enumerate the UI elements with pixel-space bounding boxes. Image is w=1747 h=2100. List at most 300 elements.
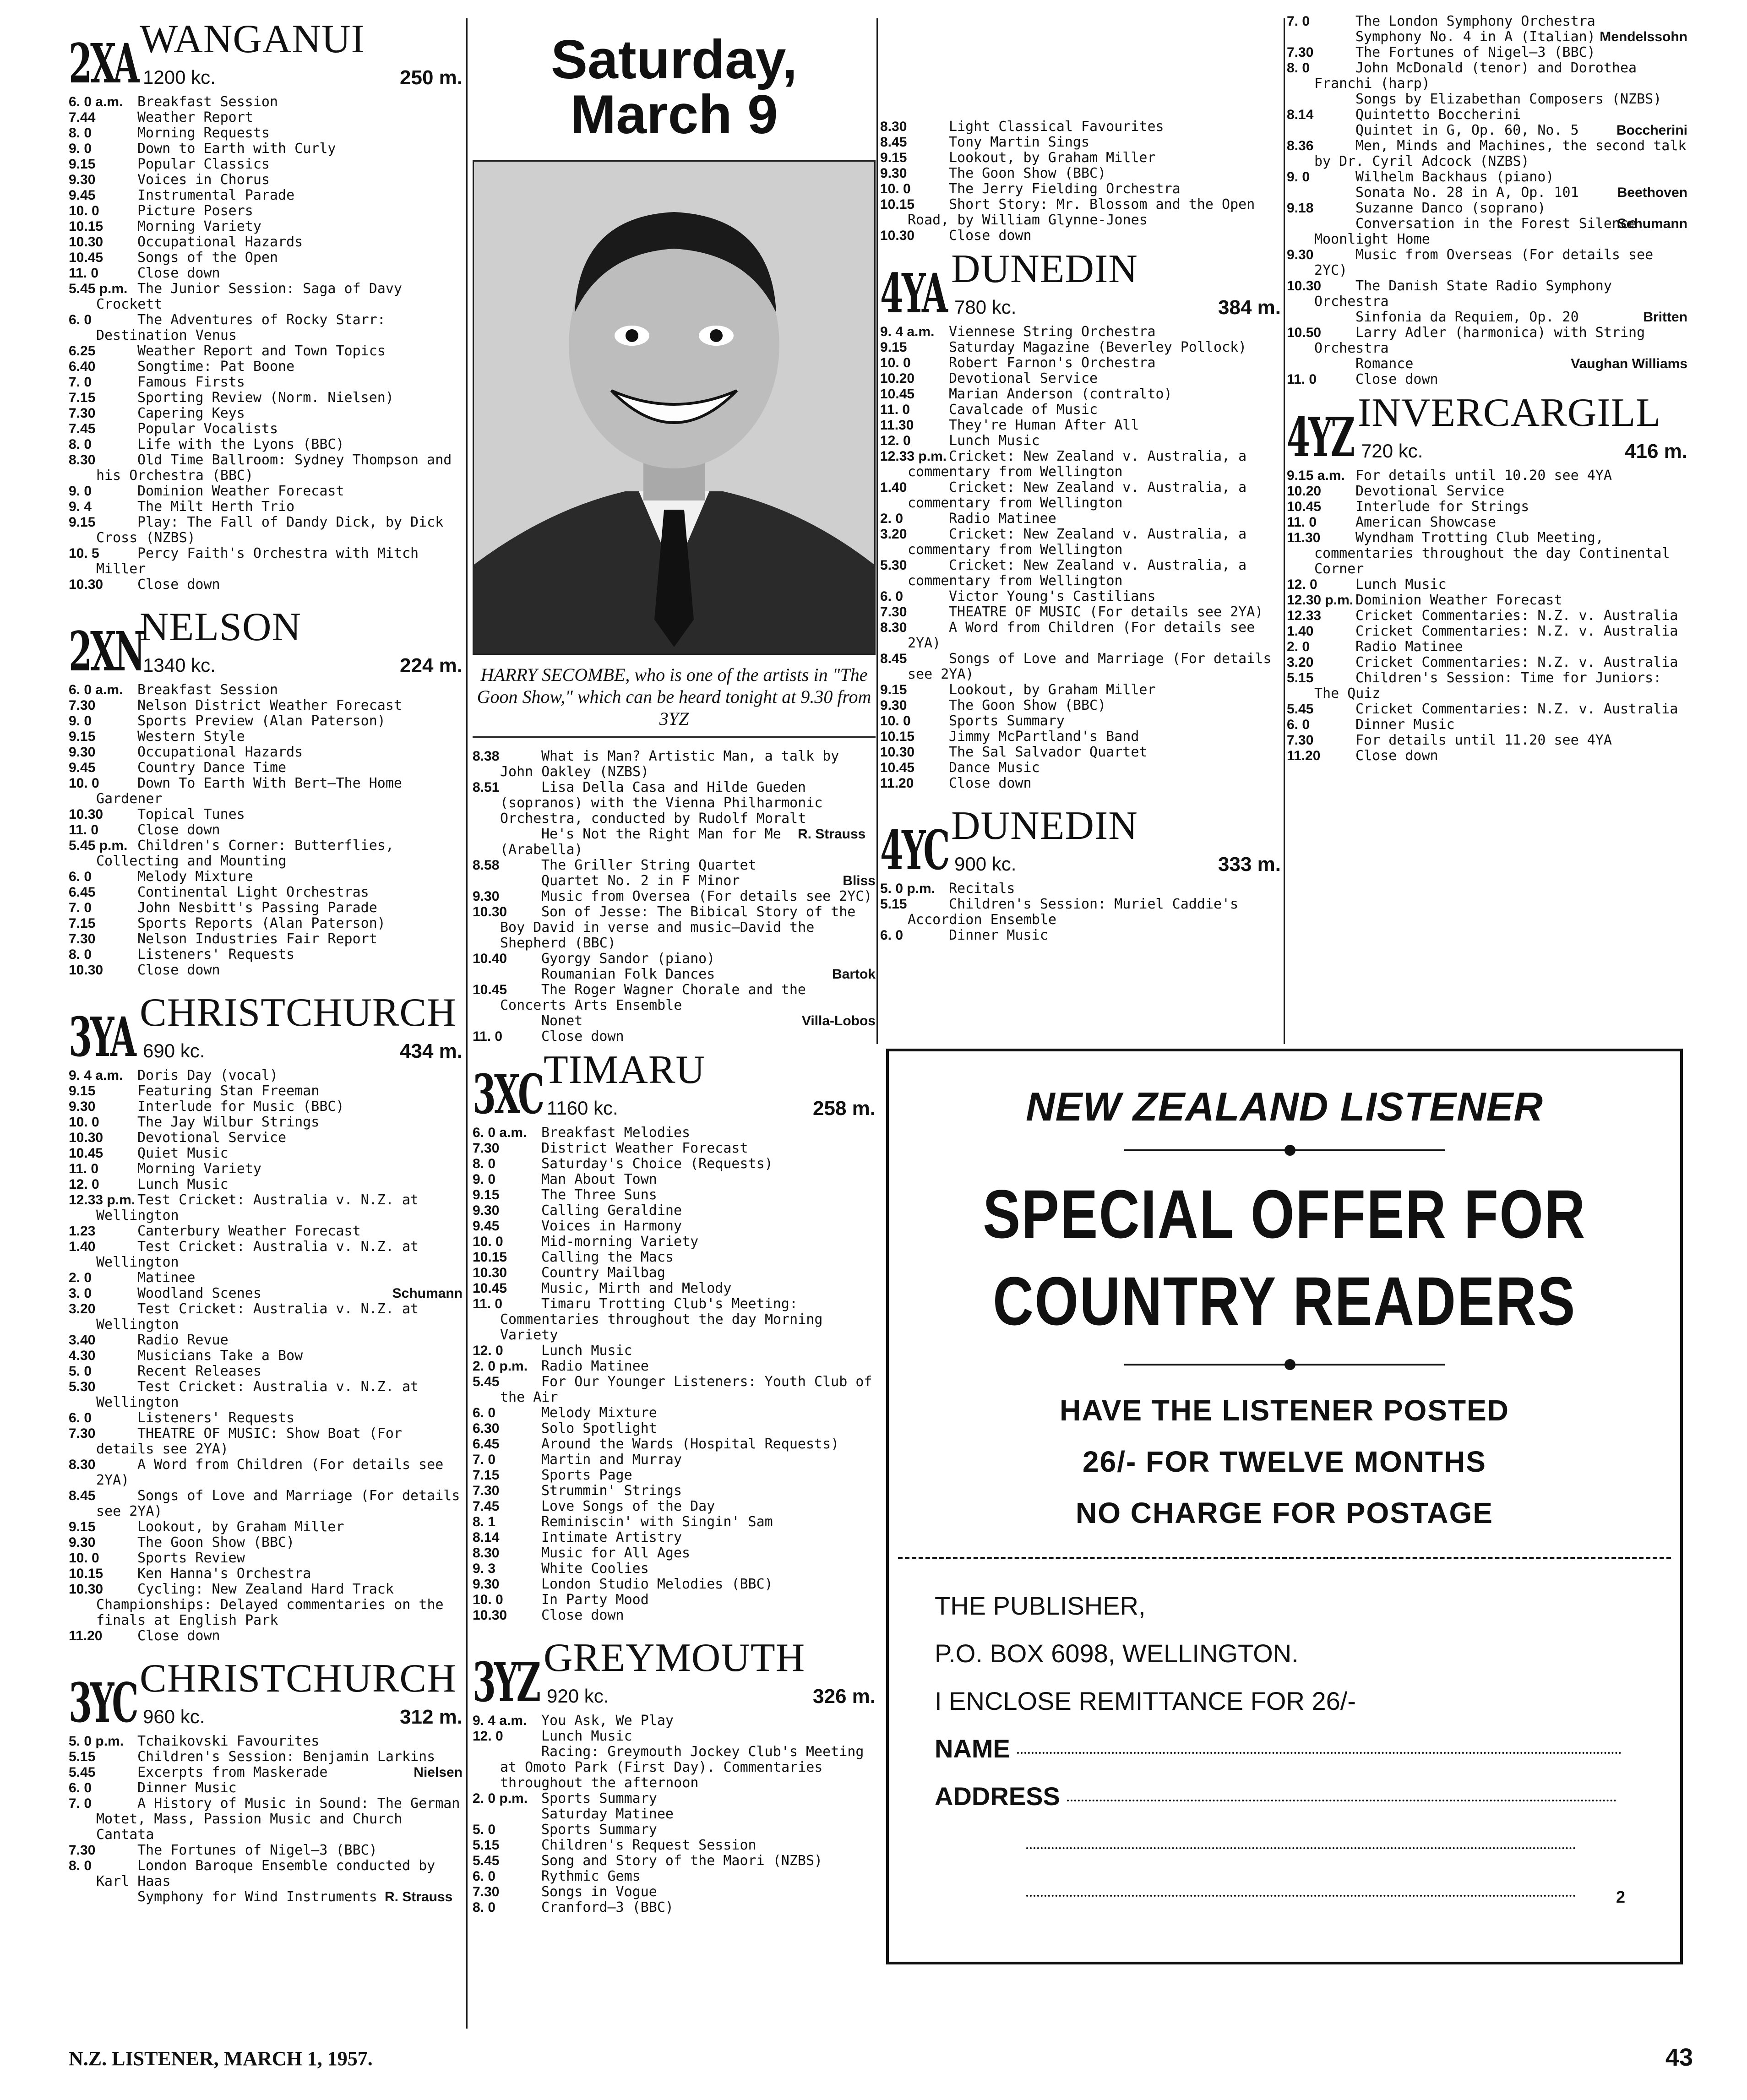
- programme-item: [69, 203, 463, 219]
- programme-time: 8.14: [1287, 107, 1314, 122]
- column-divider: [1284, 18, 1285, 1044]
- programme-time: 9.30: [473, 1577, 500, 1592]
- programme-item: [69, 1519, 463, 1535]
- programme-item: [69, 188, 463, 203]
- programme-title: They're Human After All: [949, 417, 1139, 433]
- programme-item: [880, 527, 1281, 558]
- station-city: GREYMOUTH: [544, 1636, 805, 1680]
- programme-time: 12. 0: [1287, 577, 1317, 592]
- programme-item: [880, 480, 1281, 511]
- programme-title: Close down: [541, 1028, 624, 1045]
- programme-time: 5. 0: [473, 1822, 496, 1837]
- form-address-1: THE PUBLISHER,: [935, 1591, 1146, 1620]
- programme-title: The Milt Herth Trio: [137, 499, 295, 515]
- programme-item: [880, 166, 1281, 181]
- form-number: 2: [1616, 1888, 1625, 1906]
- programme-title: Musicians Take a Bow: [137, 1348, 303, 1364]
- programme-item: [473, 1592, 876, 1608]
- station-frequency: 1200 kc.: [143, 66, 216, 88]
- programme-item: [880, 135, 1281, 150]
- programme-time: 5.45: [69, 1765, 96, 1780]
- ad-headline-2: COUNTRY READERS: [993, 1262, 1576, 1339]
- programme-time: 10.30: [69, 1130, 103, 1145]
- station-header: [880, 246, 1281, 324]
- programme-time: 10.30: [880, 745, 915, 760]
- programme-time: 5.45: [1287, 702, 1314, 717]
- programme-time: 6. 0: [69, 1780, 92, 1795]
- programme-title: Popular Classics: [137, 156, 270, 172]
- programme-list: [880, 324, 1281, 791]
- ad-brand: NEW ZEALAND LISTENER: [1026, 1084, 1543, 1129]
- programme-time: 7.45: [69, 421, 96, 436]
- programme-item: [473, 1029, 876, 1045]
- programme-item: [473, 1296, 876, 1343]
- programme-title: Mid-morning Variety: [541, 1234, 699, 1250]
- programme-title: THEATRE OF MUSIC: Show Boat (For details see 2YA): [96, 1425, 402, 1457]
- programme-item: [69, 110, 463, 125]
- composer: Bartok: [832, 967, 876, 982]
- programme-item: [880, 928, 1281, 943]
- programme-time: 8.30: [880, 620, 907, 635]
- programme-title: Songs of the Open: [137, 250, 278, 266]
- programme-item: [69, 515, 463, 546]
- programme-title: Dinner Music: [137, 1780, 237, 1796]
- programme-item: [473, 1265, 876, 1281]
- station-callsign: 4YA: [880, 261, 947, 325]
- programme-time: 7. 0: [69, 375, 92, 390]
- programme-item: [69, 577, 463, 593]
- programme-item: [69, 1535, 463, 1551]
- address-field[interactable]: [1067, 1795, 1616, 1801]
- programme-title: London Baroque Ensemble conducted by Karl Haas: [96, 1858, 435, 1889]
- station-frequency: 1160 kc.: [547, 1097, 618, 1119]
- programme-item: [880, 682, 1281, 698]
- programme-title: Viennese String Orchestra: [949, 324, 1156, 340]
- programme-title: Songs in Vogue: [541, 1884, 657, 1900]
- programme-item: [69, 947, 463, 963]
- programme-title: Timaru Trotting Club's Meeting: Commentaries throughout the day Morning Variety: [500, 1296, 823, 1343]
- column-divider: [876, 18, 878, 1044]
- programme-title: In Party Mood: [541, 1592, 649, 1608]
- programme-title: Canterbury Weather Forecast: [137, 1223, 361, 1239]
- programme-time: 7.30: [69, 1426, 96, 1441]
- programme-title: Cricket: New Zealand v. Australia, a commentary from Wellington: [908, 448, 1247, 480]
- programme-title: Recent Releases: [137, 1363, 261, 1379]
- programme-title: Occupational Hazards: [137, 234, 303, 250]
- station-frequency: 960 kc.: [143, 1706, 205, 1727]
- programme-title: Devotional Service: [1355, 483, 1505, 499]
- programme-item: [69, 1333, 463, 1348]
- programme-title: Matinee: [137, 1270, 196, 1286]
- programme-item: [473, 1405, 876, 1421]
- programme-title: American Showcase: [1355, 514, 1497, 530]
- programme-title: Percy Faith's Orchestra with Mitch Miller: [96, 545, 419, 577]
- programme-time: 9.30: [69, 745, 96, 760]
- station-city: DUNEDIN: [951, 804, 1138, 848]
- programme-list: [473, 749, 876, 1045]
- programme-title: Solo Spotlight: [541, 1420, 657, 1436]
- programme-item: [69, 1192, 463, 1224]
- programme-item: [473, 967, 876, 982]
- programme-item: [473, 889, 876, 904]
- programme-time: 10.30: [473, 1265, 507, 1280]
- programme-item: [1287, 702, 1687, 717]
- programme-time: 7.15: [69, 916, 96, 931]
- programme-time: 6. 0: [69, 1410, 92, 1425]
- station-callsign: 4YZ: [1287, 405, 1354, 469]
- programme-title: Play: The Fall of Dandy Dick, by Dick Cross (NZBS): [96, 514, 444, 546]
- programme-item: [473, 1822, 876, 1838]
- programme-time: 10. 0: [473, 1592, 503, 1607]
- address-field-line-2[interactable]: [1026, 1843, 1576, 1849]
- programme-item: [69, 698, 463, 713]
- programme-item: [69, 1457, 463, 1488]
- programme-item: [69, 406, 463, 421]
- programme-title: A Word from Children (For details see 2YA): [908, 620, 1255, 651]
- programme-time: 10.50: [1287, 325, 1322, 340]
- programme-time: 3.20: [880, 527, 907, 542]
- programme-title: Music from Oversea (For details see 2YC): [541, 888, 872, 904]
- programme-title: Cricket: New Zealand v. Australia, a commentary from Wellington: [908, 557, 1247, 589]
- programme-title: Suzanne Danco (soprano): [1355, 200, 1546, 216]
- programme-time: 9.45: [69, 188, 96, 203]
- station-wavelength: 416 m.: [1625, 440, 1687, 462]
- programme-time: 11.20: [1287, 748, 1321, 763]
- programme-title: You Ask, We Play: [541, 1713, 674, 1729]
- programme-item: [69, 869, 463, 885]
- programme-item: [69, 452, 463, 484]
- programme-item: [1287, 60, 1687, 92]
- programme-time: 5.15: [473, 1838, 500, 1853]
- cut-line: [898, 1557, 1671, 1559]
- programme-item: [473, 1561, 876, 1577]
- programme-item: [69, 1628, 463, 1644]
- programme-time: 12. 0: [69, 1177, 99, 1192]
- programme-item: [69, 312, 463, 343]
- programme-item: [1287, 123, 1687, 138]
- programme-time: 7.30: [69, 1843, 96, 1858]
- programme-item: [880, 355, 1281, 371]
- programme-time: 9.30: [1287, 247, 1314, 262]
- station-callsign: 3YZ: [473, 1650, 539, 1714]
- programme-item: [473, 1853, 876, 1869]
- programme-list: [69, 682, 463, 978]
- programme-title: Romance: [1355, 356, 1414, 372]
- programme-time: 7.30: [473, 1483, 500, 1498]
- programme-title: Robert Farnon's Orchestra: [949, 355, 1156, 371]
- programme-title: Wilhelm Backhaus (piano): [1355, 169, 1554, 185]
- programme-time: 9. 4: [69, 499, 92, 514]
- programme-time: 7.45: [473, 1499, 500, 1514]
- programme-time: 8.51: [473, 780, 500, 795]
- programme-item: [69, 1364, 463, 1379]
- programme-time: 5.45 p.m.: [69, 838, 128, 853]
- programme-title: Tchaikovski Favourites: [137, 1733, 320, 1749]
- programme-time: 9.30: [69, 172, 96, 187]
- programme-list: [880, 881, 1281, 943]
- programme-time: 8.30: [880, 119, 907, 134]
- programme-item: [880, 897, 1281, 928]
- programme-item: [69, 1488, 463, 1519]
- programme-time: 9.45: [473, 1219, 500, 1234]
- programme-title: Doris Day (vocal): [137, 1067, 278, 1083]
- programme-time: 3.20: [69, 1301, 96, 1317]
- programme-time: 10.30: [69, 807, 103, 822]
- programme-title: The Three Suns: [541, 1187, 657, 1203]
- programme-time: 6. 0: [880, 928, 903, 943]
- programme-item: [473, 1141, 876, 1156]
- programme-item: [473, 1791, 876, 1806]
- station-header: [473, 1635, 876, 1713]
- programme-item: [880, 371, 1281, 386]
- programme-title: Saturday's Choice (Requests): [541, 1156, 773, 1172]
- station-wavelength: 333 m.: [1218, 853, 1281, 876]
- programme-time: 6. 0: [473, 1405, 496, 1420]
- publication-footer: N.Z. LISTENER, MARCH 1, 1957.: [69, 2047, 373, 2070]
- programme-item: [1287, 608, 1687, 624]
- programme-item: [880, 119, 1281, 135]
- programme-title: Lunch Music: [541, 1343, 632, 1359]
- form-name-row: [935, 1725, 1680, 1773]
- programme-item: [69, 885, 463, 900]
- programme-item: [1287, 92, 1687, 107]
- composer: R. Strauss: [384, 1889, 453, 1904]
- station-header: [880, 803, 1281, 881]
- programme-item: [473, 1483, 876, 1499]
- programme-title: Test Cricket: Australia v. N.Z. at Wellington: [96, 1379, 419, 1410]
- programme-title: Sports Summary: [541, 1822, 657, 1838]
- programme-time: 7.30: [69, 698, 96, 713]
- programme-time: 7.15: [69, 390, 96, 405]
- name-field[interactable]: [1017, 1747, 1622, 1754]
- programme-title: Listeners' Requests: [137, 947, 295, 963]
- programme-title: Close down: [137, 1628, 220, 1644]
- programme-item: [880, 881, 1281, 897]
- programme-title: Voices in Harmony: [541, 1218, 682, 1234]
- programme-item: [473, 1713, 876, 1729]
- programme-item: [69, 141, 463, 157]
- programme-title: Picture Posers: [137, 203, 253, 219]
- programme-title: Marian Anderson (contralto): [949, 386, 1172, 402]
- programme-time: 8.30: [69, 452, 96, 468]
- programme-title: Melody Mixture: [541, 1405, 657, 1421]
- programme-time: 7.15: [473, 1468, 500, 1483]
- form-address-row-3: [935, 1868, 1680, 1915]
- programme-title: The Fortunes of Nigel—3 (BBC): [1355, 44, 1595, 60]
- programme-time: 6. 0 a.m.: [69, 94, 123, 109]
- programme-title: Nelson Industries Fair Report: [137, 931, 377, 947]
- programme-title: Down to Earth with Curly: [137, 141, 336, 157]
- programme-time: 10.45: [880, 386, 915, 402]
- station-4ya: [880, 246, 1281, 791]
- programme-title: Cricket Commentaries: N.Z. v. Australia: [1355, 608, 1678, 624]
- programme-title: Quiet Music: [137, 1145, 229, 1161]
- programme-title: Country Mailbag: [541, 1265, 665, 1281]
- programme-item: [880, 558, 1281, 589]
- programme-item: [69, 1734, 463, 1749]
- programme-item: [69, 1843, 463, 1858]
- composer: Britten: [1643, 310, 1687, 325]
- programme-time: 8.45: [69, 1488, 96, 1503]
- programme-title: Quartet No. 2 in F Minor: [541, 873, 740, 889]
- programme-title: Sports Review: [137, 1550, 245, 1566]
- programme-time: 5. 0: [69, 1364, 92, 1379]
- programme-item: [69, 760, 463, 776]
- programme-time: 9.30: [69, 1099, 96, 1114]
- programme-title: Breakfast Melodies: [541, 1125, 691, 1141]
- programme-item: [473, 1234, 876, 1250]
- station-wavelength: 258 m.: [813, 1097, 876, 1120]
- address-field-line-3[interactable]: [1026, 1890, 1576, 1897]
- programme-item: [69, 125, 463, 141]
- programme-item: [69, 807, 463, 822]
- station-header: [69, 604, 463, 682]
- station-2xa: [69, 16, 463, 593]
- station-wavelength: 312 m.: [400, 1706, 463, 1728]
- composer: Nielsen: [414, 1765, 463, 1780]
- programme-item: [880, 197, 1281, 228]
- programme-title: Test Cricket: Australia v. N.Z. at Wellington: [96, 1192, 419, 1224]
- station-3yc: [69, 1656, 463, 1905]
- programme-time: 5. 0 p.m.: [69, 1734, 124, 1749]
- programme-time: 10.45: [880, 760, 915, 775]
- column-4: [1287, 14, 1687, 776]
- programme-title: Nonet: [541, 1013, 583, 1029]
- programme-time: 9.30: [69, 1535, 96, 1550]
- programme-time: 2. 0 p.m.: [473, 1359, 528, 1374]
- programme-title: Melody Mixture: [137, 869, 253, 885]
- programme-title: Recitals: [949, 881, 1015, 897]
- programme-time: 2. 0: [69, 1270, 92, 1285]
- programme-time: 10. 0: [69, 203, 99, 218]
- programme-item: [880, 418, 1281, 433]
- composer: Vaughan Williams: [1571, 356, 1687, 371]
- programme-title: Sporting Review (Norm. Nielsen): [137, 390, 394, 406]
- programme-time: 11. 0: [69, 822, 99, 838]
- programme-title: Dominion Weather Forecast: [137, 483, 344, 499]
- programme-time: 9. 4 a.m.: [69, 1068, 123, 1083]
- programme-item: [880, 729, 1281, 745]
- programme-item: [1287, 325, 1687, 356]
- programme-time: 10.30: [880, 228, 915, 243]
- programme-item: [473, 904, 876, 951]
- programme-title: Lisa Della Casa and Hilde Gueden (sopranos) with the Vienna Philharmonic Orchestra, conducted by Rudolf Moralt: [500, 779, 823, 827]
- programme-time: 12.30 p.m.: [1287, 593, 1354, 608]
- programme-item: [69, 281, 463, 312]
- station-callsign: 3XC: [473, 1062, 543, 1126]
- programme-title: Saturday Magazine (Beverley Pollock): [949, 339, 1247, 355]
- ad-line-2: 26/- FOR TWELVE MONTHS: [1083, 1445, 1486, 1478]
- programme-list: [1287, 14, 1687, 387]
- programme-item: [473, 1514, 876, 1530]
- composer: R. Strauss: [797, 827, 866, 842]
- station-city: TIMARU: [544, 1048, 706, 1092]
- programme-item: [69, 1551, 463, 1566]
- programme-time: 9. 0: [69, 141, 92, 156]
- programme-title: Close down: [1355, 371, 1438, 387]
- composer: Beethoven: [1617, 185, 1687, 200]
- programme-item: [69, 931, 463, 947]
- programme-item: [1287, 748, 1687, 764]
- programme-time: 7.30: [473, 1884, 500, 1899]
- programme-time: 12. 0: [473, 1343, 503, 1358]
- programme-item: [1287, 247, 1687, 278]
- station-callsign: 3YC: [69, 1671, 137, 1735]
- station-3yz: [473, 1635, 876, 1915]
- programme-time: 10.45: [473, 982, 507, 997]
- programme-title: Test Cricket: Australia v. N.Z. at Wellington: [96, 1301, 419, 1333]
- programme-item: [473, 1187, 876, 1203]
- programme-item: [1287, 107, 1687, 123]
- programme-list: [880, 119, 1281, 244]
- programme-item: [69, 1130, 463, 1146]
- programme-title: He's Not the Right Man for Me (Arabella): [500, 826, 781, 858]
- station-frequency: 900 kc.: [954, 853, 1017, 875]
- station-header: [473, 1047, 876, 1125]
- station-callsign: 4YC: [880, 818, 948, 882]
- station-wavelength: 434 m.: [400, 1040, 463, 1062]
- programme-time: 9.15: [69, 1519, 96, 1534]
- programme-item: [69, 822, 463, 838]
- programme-item: [69, 1796, 463, 1843]
- programme-item: [1287, 14, 1687, 29]
- programme-item: [69, 745, 463, 760]
- programme-item: [880, 698, 1281, 713]
- programme-time: 10. 0: [880, 355, 911, 370]
- programme-item: [473, 1436, 876, 1452]
- station-header: [1287, 390, 1687, 468]
- programme-title: Cycling: New Zealand Hard Track Championships: Delayed commentaries on the finals at English Park: [96, 1581, 444, 1628]
- programme-time: 10.30: [473, 904, 507, 919]
- programme-title: Lunch Music: [137, 1176, 229, 1192]
- programme-time: 7.30: [1287, 733, 1314, 748]
- programme-title: Woodland Scenes: [137, 1285, 261, 1301]
- programme-time: 10. 0: [473, 1234, 503, 1249]
- programme-item: [69, 916, 463, 931]
- programme-time: 10.20: [880, 371, 915, 386]
- photo-caption: HARRY SECOMBE, who is one of the artists in "The Goon Show," which can be heard tonight at 9.30 from 3YZ: [473, 664, 876, 738]
- programme-time: 2. 0: [1287, 639, 1310, 654]
- programme-item: [880, 760, 1281, 776]
- programme-title: White Coolies: [541, 1561, 649, 1577]
- form-address-2: P.O. BOX 6098, WELLINGTON.: [935, 1639, 1299, 1668]
- programme-item: [69, 172, 463, 188]
- programme-time: 10. 0: [880, 181, 911, 196]
- programme-time: 6. 0: [1287, 717, 1310, 732]
- programme-list: [473, 1713, 876, 1915]
- programme-title: Dinner Music: [1355, 717, 1455, 733]
- programme-time: 11.30: [1287, 530, 1321, 545]
- programme-item: [1287, 138, 1687, 169]
- programme-item: [473, 780, 876, 827]
- programme-title: The Roger Wagner Chorale and the Concerts Arts Ensemble: [500, 982, 806, 1013]
- programme-title: Cricket Commentaries: N.Z. v. Australia: [1355, 701, 1678, 717]
- column-3: [880, 14, 1281, 955]
- programme-item: [1287, 670, 1687, 702]
- programme-time: 5.45 p.m.: [69, 281, 128, 296]
- programme-item: [880, 181, 1281, 197]
- programme-title: The Goon Show (BBC): [949, 697, 1106, 713]
- station-city: WANGANUI: [140, 17, 365, 61]
- programme-title: Tony Martin Sings: [949, 134, 1090, 150]
- programme-title: Son of Jesse: The Bibical Story of the Boy David in verse and music—David the Shepherd (BBC): [500, 904, 856, 951]
- programme-item: [473, 1125, 876, 1141]
- programme-item: [69, 1301, 463, 1333]
- programme-item: [1287, 216, 1687, 247]
- station-4yz: [1287, 390, 1687, 764]
- programme-item: [880, 324, 1281, 340]
- programme-item: [473, 982, 876, 1013]
